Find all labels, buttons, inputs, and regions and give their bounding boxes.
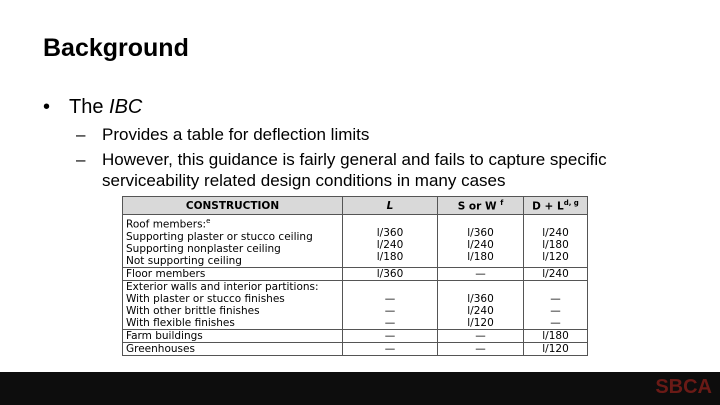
walls-row-1: With plaster or stucco finishes — [126, 292, 285, 305]
sub-bullet-1-text: Provides a table for deflection limits — [102, 125, 370, 144]
greenhouses-s: — — [438, 342, 524, 355]
header-construction: CONSTRUCTION — [123, 197, 343, 215]
roof-s-2: l/240 — [467, 239, 494, 251]
floor-l: l/360 — [343, 267, 438, 280]
header-l-text: L — [386, 199, 394, 212]
farm-l: — — [343, 329, 438, 342]
roof-s-cell — [438, 215, 524, 268]
walls-l-cell — [343, 280, 438, 329]
slide-title: Background — [43, 34, 189, 62]
greenhouses-label: Greenhouses — [123, 342, 343, 355]
deflection-limits-table — [122, 196, 588, 356]
sub-bullet-2-line1: However, this guidance is fairly general and fails to capture specific — [102, 150, 607, 169]
header-d-l-text: D + L — [532, 200, 564, 213]
walls-cell — [123, 280, 343, 329]
sub-bullet-2-line2: serviceability related design conditions in many cases — [102, 171, 506, 190]
walls-l-2: — — [384, 304, 396, 317]
header-d-l — [524, 197, 588, 215]
walls-row-3: With flexible finishes — [126, 316, 235, 329]
roof-members-label: Roof members: — [126, 218, 207, 231]
roof-row-3: Not supporting ceiling — [126, 254, 242, 267]
roof-members-cell — [123, 215, 343, 268]
walls-label: Exterior walls and interior partitions: — [126, 280, 319, 293]
roof-dl-1: l/240 — [542, 227, 569, 239]
roof-s-3: l/180 — [467, 251, 494, 263]
walls-row-2: With other brittle finishes — [126, 304, 260, 317]
floor-s: — — [438, 267, 524, 280]
roof-dl-cell — [524, 215, 588, 268]
roof-l-cell — [343, 215, 438, 268]
walls-s-2: l/240 — [467, 304, 494, 317]
bullet-lead-text: The — [69, 96, 110, 118]
walls-s-1: l/360 — [467, 292, 494, 305]
table-header-row — [123, 197, 588, 215]
header-d-l-sup: d, g — [563, 198, 579, 207]
header-l — [343, 197, 438, 215]
sub-dash: – — [76, 150, 86, 169]
sub-bullet-2 — [76, 149, 676, 191]
walls-l-1: — — [384, 292, 396, 305]
table-row — [123, 280, 588, 329]
sbca-logo: SBCA — [655, 376, 712, 398]
walls-s-cell — [438, 280, 524, 329]
floor-members-label: Floor members — [123, 267, 343, 280]
bullet-ibc-text: IBC — [109, 96, 143, 118]
roof-l-1: l/360 — [376, 227, 404, 239]
header-s-or-w-sup: f — [500, 198, 504, 207]
floor-dl: l/240 — [524, 267, 588, 280]
roof-members-sup: e — [206, 217, 211, 225]
walls-dl-1: — — [550, 292, 561, 305]
greenhouses-l: — — [343, 342, 438, 355]
bullet-ibc — [43, 96, 142, 119]
roof-l-2: l/240 — [376, 239, 404, 251]
farm-s: — — [438, 329, 524, 342]
table-row — [123, 267, 588, 280]
walls-dl-3: — — [550, 316, 561, 329]
roof-s-1: l/360 — [467, 227, 494, 239]
table-row — [123, 329, 588, 342]
header-s-or-w-text: S or W — [457, 200, 497, 213]
roof-row-2: Supporting nonplaster ceiling — [126, 242, 281, 255]
table-row — [123, 215, 588, 268]
roof-dl-3: l/120 — [542, 251, 569, 263]
walls-dl-2: — — [550, 304, 561, 317]
roof-dl-2: l/180 — [542, 239, 569, 251]
sub-dash: – — [76, 125, 86, 144]
farm-dl: l/180 — [524, 329, 588, 342]
farm-buildings-label: Farm buildings — [123, 329, 343, 342]
roof-row-1: Supporting plaster or stucco ceiling — [126, 230, 313, 243]
bullet-dot: • — [43, 96, 51, 118]
table-row — [123, 342, 588, 355]
greenhouses-dl: l/120 — [524, 342, 588, 355]
header-s-or-w — [438, 197, 524, 215]
walls-dl-cell — [524, 280, 588, 329]
walls-l-3: — — [384, 316, 396, 329]
roof-l-3: l/180 — [376, 251, 404, 263]
footer-bar — [0, 372, 720, 405]
walls-s-3: l/120 — [467, 316, 494, 329]
sub-bullet-1 — [76, 124, 369, 145]
